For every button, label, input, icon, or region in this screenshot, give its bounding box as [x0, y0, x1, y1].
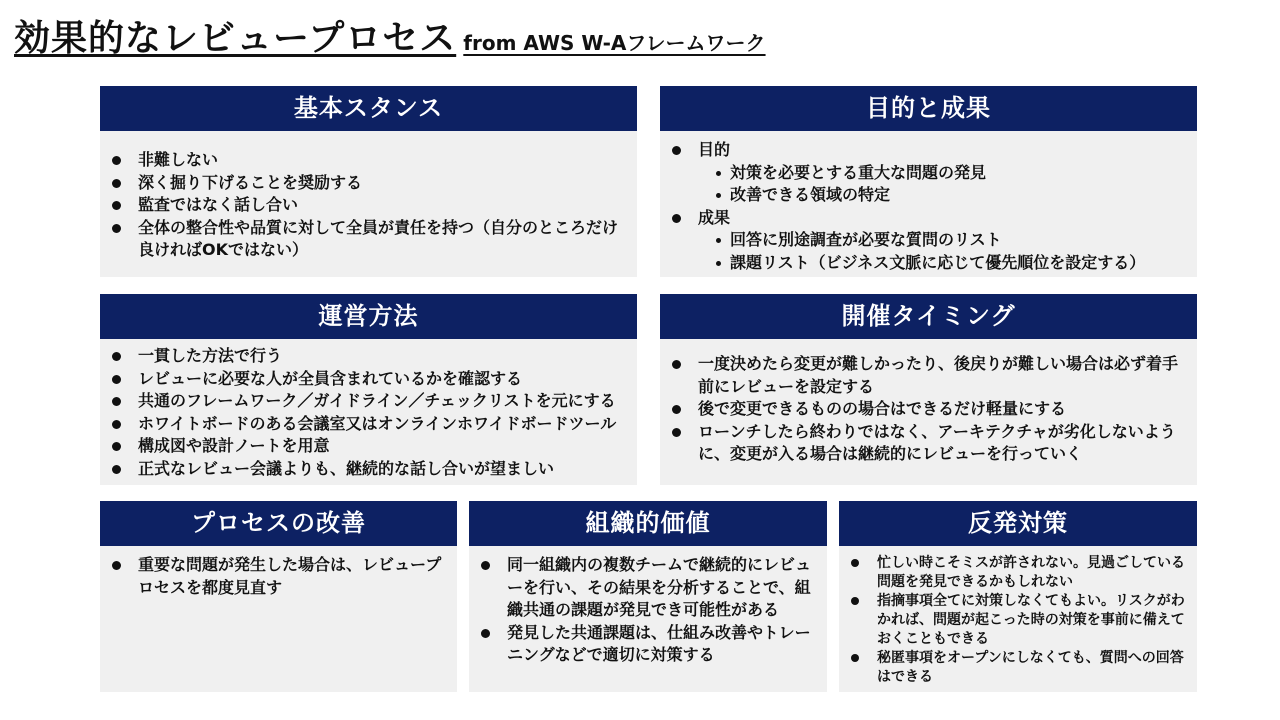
card-improvement	[100, 501, 457, 692]
list-item: 一貫した方法で行う	[112, 345, 627, 368]
card-org-value-title: 組織的価値	[469, 501, 827, 546]
list-item: 一度決めたら変更が難しかったり、後戻りが難しい場合は必ず着手前にレビューを設定する	[672, 353, 1187, 398]
card-anti-patterns-title: 反発対策	[839, 501, 1197, 546]
card-basic-stance	[100, 86, 637, 277]
list-subitem: 課題リスト（ビジネス文脈に応じて優先順位を設定する）	[672, 252, 1187, 275]
list-item: 監査ではなく話し合い	[112, 194, 627, 217]
list-item: 非難しない	[112, 149, 627, 172]
card-timing	[660, 294, 1197, 485]
card-operation	[100, 294, 637, 485]
results-label: 成果	[672, 207, 1187, 230]
page-subtitle: from AWS W-Aフレームワーク	[463, 31, 766, 55]
list-item: レビューに必要な人が全員含まれているかを確認する	[112, 368, 627, 391]
list-item: 重要な問題が発生した場合は、レビュープロセスを都度見直す	[112, 554, 447, 599]
card-operation-title: 運営方法	[100, 294, 637, 339]
list-item: 後で変更できるものの場合はできるだけ軽量にする	[672, 398, 1187, 421]
list-item: 正式なレビュー会議よりも、継続的な話し合いが望ましい	[112, 458, 627, 481]
list-item: 全体の整合性や品質に対して全員が責任を持つ（自分のところだけ良ければOKではない）	[112, 217, 627, 262]
card-org-value	[469, 501, 827, 692]
list-item: 発見した共通課題は、仕組み改善やトレーニングなどで適切に対策する	[481, 622, 817, 667]
list-item: ローンチしたら終わりではなく、アーキテクチャが劣化しないように、変更が入る場合は継続的にレビューを行っていく	[672, 421, 1187, 466]
page-title: 効果的なレビュープロセス	[14, 18, 457, 59]
card-anti-patterns	[839, 501, 1197, 692]
card-goals	[660, 86, 1197, 277]
card-improvement-title: プロセスの改善	[100, 501, 457, 546]
list-item: 構成図や設計ノートを用意	[112, 435, 627, 458]
page-title-block	[14, 10, 766, 61]
list-item: 忙しい時こそミスが許されない。見過ごしている問題を発見できるかもしれない	[851, 554, 1187, 592]
list-subitem: 改善できる領域の特定	[672, 184, 1187, 207]
card-basic-stance-title: 基本スタンス	[100, 86, 637, 131]
list-item: 指摘事項全てに対策しなくてもよい。リスクがわかれば、問題が起こった時の対策を事前に備えておくこともできる	[851, 592, 1187, 649]
purpose-label: 目的	[672, 139, 1187, 162]
list-item: 共通のフレームワーク／ガイドライン／チェックリストを元にする	[112, 390, 627, 413]
list-item: 深く掘り下げることを奨励する	[112, 172, 627, 195]
list-subitem: 回答に別途調査が必要な質問のリスト	[672, 229, 1187, 252]
list-item: 秘匿事項をオープンにしなくても、質問への回答はできる	[851, 649, 1187, 687]
card-goals-title: 目的と成果	[660, 86, 1197, 131]
card-timing-title: 開催タイミング	[660, 294, 1197, 339]
list-item: ホワイトボードのある会議室又はオンラインホワイドボードツール	[112, 413, 627, 436]
list-subitem: 対策を必要とする重大な問題の発見	[672, 162, 1187, 185]
list-item: 同一組織内の複数チームで継続的にレビューを行い、その結果を分析することで、組織共通の課題が発見でき可能性がある	[481, 554, 817, 622]
